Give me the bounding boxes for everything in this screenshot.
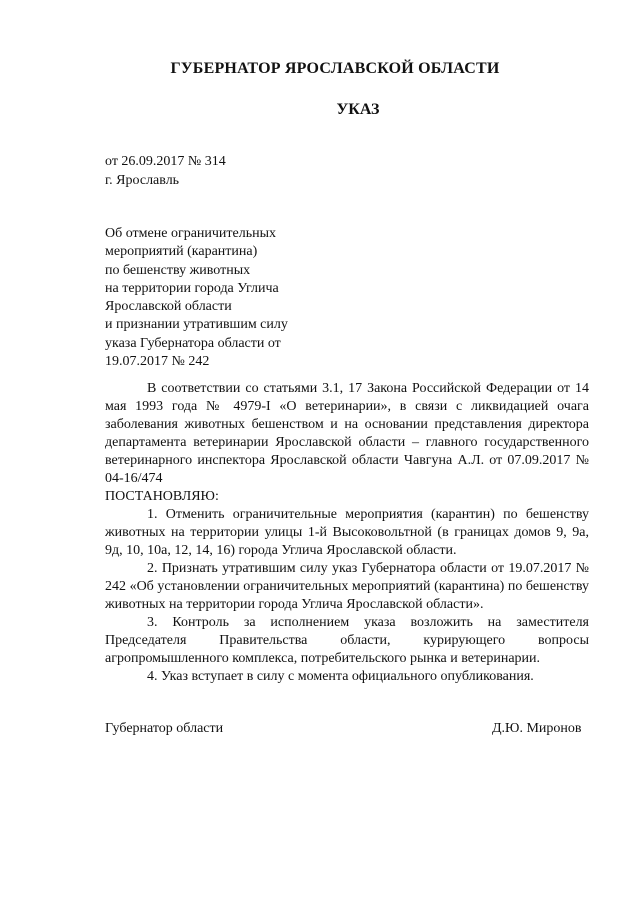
subject-line: и признании утратившим силу (105, 317, 288, 333)
decree-word: ПОСТАНОВЛЯЮ: (105, 489, 219, 504)
subject-block (105, 225, 365, 371)
subject-line: Ярославской области (105, 299, 232, 315)
subject-line: по бешенству животных (105, 262, 251, 278)
subject-line: указа Губернатора области от (105, 335, 281, 351)
preamble-paragraph: В соответствии со статьями 3.1, 17 Закона Российской Федерации от 14 мая 1993 года № 4979-I «О ветеринарии», в связи с ликвидацией очага заболевания животных бешенством и на основании представления директора департамента ветеринарии Ярославской области – главного государственного ветеринарного инспектора Ярославской области Чавгуна А.Л. от 07.09.2017 № 04-16/474 (105, 381, 589, 486)
document-body (105, 380, 589, 686)
subject-line: на территории города Углича (105, 280, 279, 296)
signatory-name: Д.Ю. Миронов (492, 721, 582, 736)
decree-item: 3. Контроль за исполнением указа возложить на заместителя Председателя Правительства области, курирующего вопросы агропромышленного комплекса, потребительского рынка и ветеринарии. (105, 615, 589, 666)
subject-line: 19.07.2017 № 242 (105, 354, 210, 370)
decree-item: 4. Указ вступает в силу с момента официального опубликования. (147, 669, 534, 684)
city: г. Ярославль (105, 173, 180, 188)
authority-title: ГУБЕРНАТОР ЯРОСЛАВСКОЙ ОБЛАСТИ (170, 60, 500, 77)
subject-line: Об отмене ограничительных (105, 226, 277, 241)
document-type: УКАЗ (336, 101, 380, 118)
date-number: от 26.09.2017 № 314 (105, 154, 226, 169)
subject-line: мероприятий (карантина) (105, 244, 258, 260)
decree-item: 2. Признать утратившим силу указ Губернатора области от 19.07.2017 № 242 «Об установлении ограничительных мероприятий (карантина) по бешенству животных на территории города Углича Ярославской области». (105, 561, 589, 612)
signatory-position: Губернатор области (105, 721, 224, 736)
decree-item: 1. Отменить ограничительные мероприятия (карантин) по бешенству животных на территории улицы 1-й Высоковольтной (в границах домов 9, 9а, 9д, 10, 10а, 12, 14, 16) города Углича Ярославской области. (105, 507, 589, 558)
